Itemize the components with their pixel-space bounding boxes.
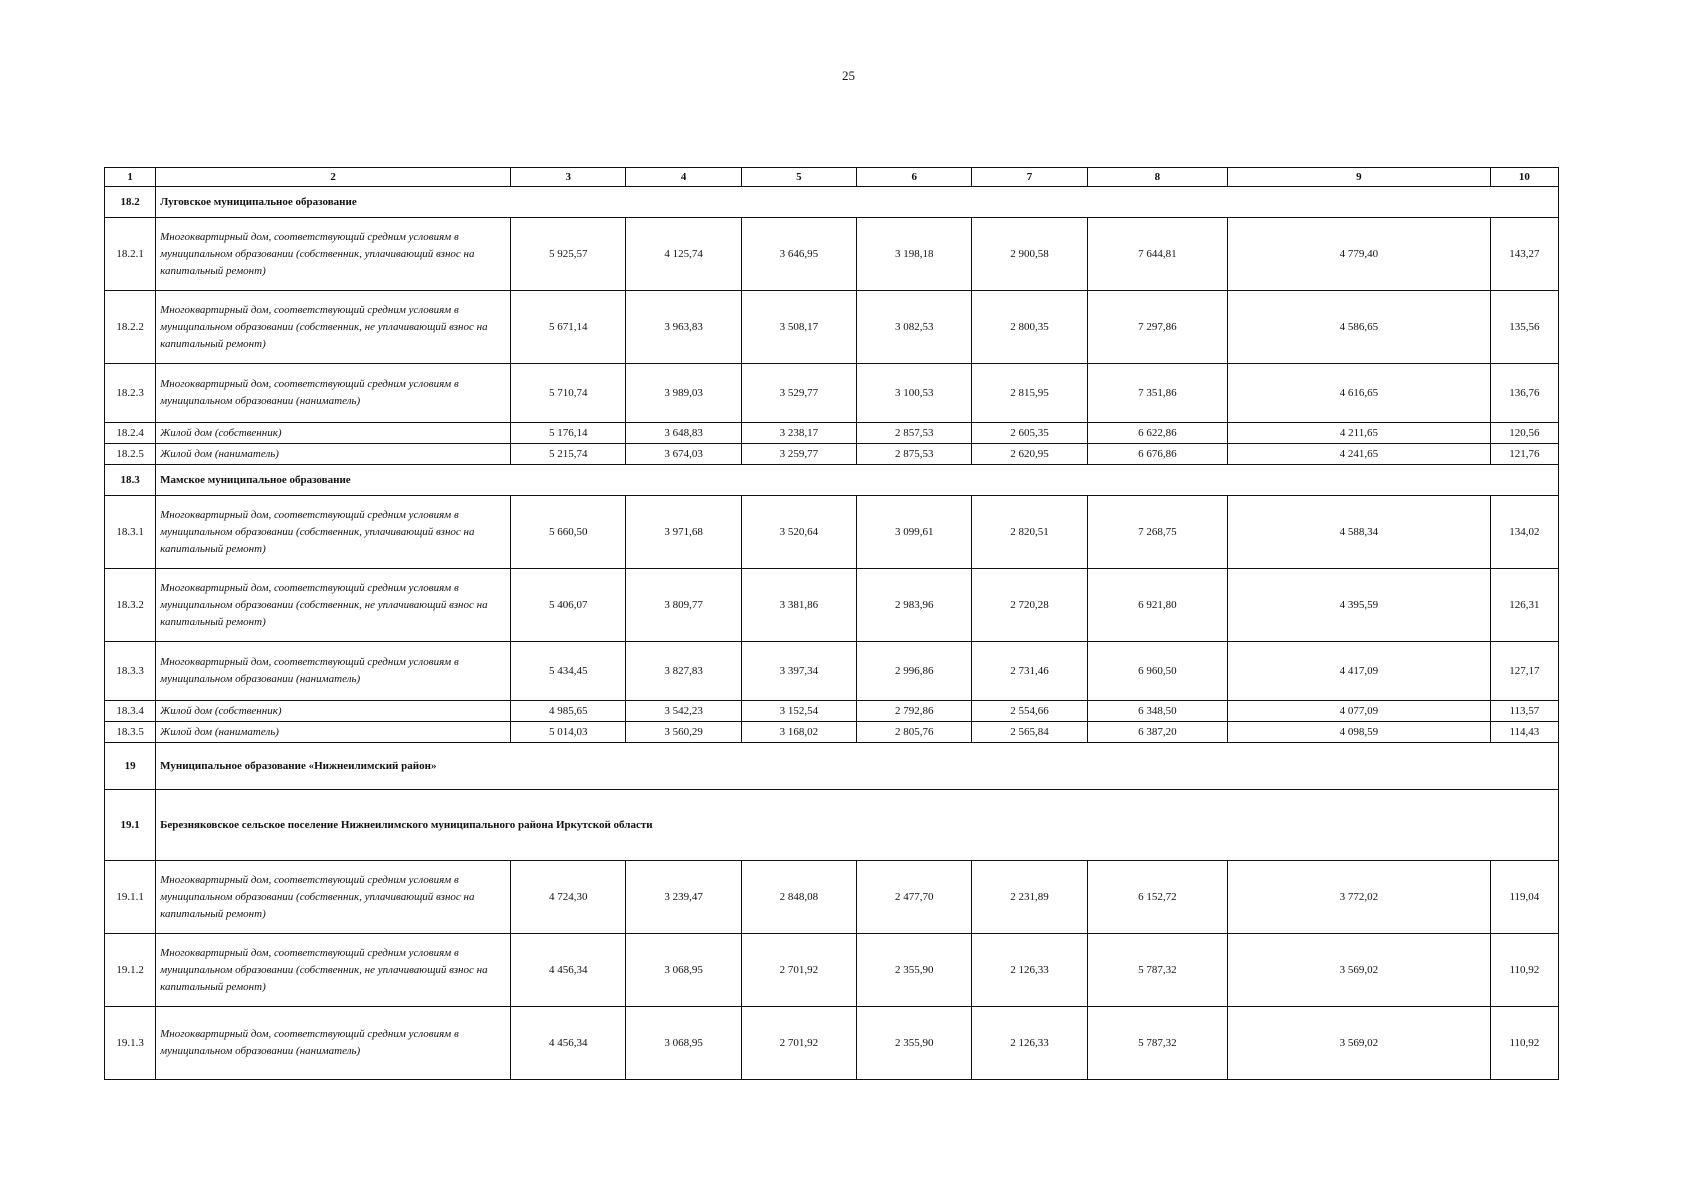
section-title: Луговское муниципальное образование: [156, 187, 1559, 218]
column-number: 8: [1087, 168, 1227, 187]
value-cell: 2 875,53: [857, 444, 972, 465]
value-cell: 3 397,34: [741, 642, 856, 701]
table-row: [105, 934, 1559, 1007]
value-cell: 143,27: [1490, 218, 1558, 291]
value-cell: 6 348,50: [1087, 701, 1227, 722]
value-cell: 136,76: [1490, 364, 1558, 423]
value-cell: 121,76: [1490, 444, 1558, 465]
row-number: 18.2.3: [105, 364, 156, 423]
value-cell: 6 622,86: [1087, 423, 1227, 444]
value-cell: 113,57: [1490, 701, 1558, 722]
column-number: 1: [105, 168, 156, 187]
value-cell: 3 560,29: [626, 722, 741, 743]
value-cell: 4 456,34: [511, 934, 626, 1007]
table-row: [105, 218, 1559, 291]
value-cell: 6 960,50: [1087, 642, 1227, 701]
value-cell: 134,02: [1490, 496, 1558, 569]
table-row: [105, 642, 1559, 701]
value-cell: 4 417,09: [1228, 642, 1491, 701]
value-cell: 3 809,77: [626, 569, 741, 642]
value-cell: 3 520,64: [741, 496, 856, 569]
value-cell: 2 996,86: [857, 642, 972, 701]
value-cell: 3 827,83: [626, 642, 741, 701]
value-cell: 2 720,28: [972, 569, 1087, 642]
value-cell: 7 297,86: [1087, 291, 1227, 364]
section-number: 19.1: [105, 790, 156, 861]
section-number: 18.3: [105, 465, 156, 496]
section-row: [105, 187, 1559, 218]
value-cell: 114,43: [1490, 722, 1558, 743]
section-row: [105, 743, 1559, 790]
value-cell: 2 355,90: [857, 934, 972, 1007]
value-cell: 4 456,34: [511, 1007, 626, 1080]
value-cell: 2 565,84: [972, 722, 1087, 743]
housing-type-description: Многоквартирный дом, соответствующий средним условиям в муниципальном образовании (собственник, уплачивающий взнос на капитальный ремонт): [156, 861, 511, 934]
value-cell: 5 710,74: [511, 364, 626, 423]
value-cell: 4 098,59: [1228, 722, 1491, 743]
section-title: Мамское муниципальное образование: [156, 465, 1559, 496]
housing-type-description: Жилой дом (собственник): [156, 701, 511, 722]
housing-type-description: Многоквартирный дом, соответствующий средним условиям в муниципальном образовании (наниматель): [156, 1007, 511, 1080]
value-cell: 2 126,33: [972, 934, 1087, 1007]
value-cell: 3 674,03: [626, 444, 741, 465]
value-cell: 2 554,66: [972, 701, 1087, 722]
row-number: 18.3.2: [105, 569, 156, 642]
column-number: 5: [741, 168, 856, 187]
value-cell: 135,56: [1490, 291, 1558, 364]
value-cell: 4 724,30: [511, 861, 626, 934]
value-cell: 3 989,03: [626, 364, 741, 423]
value-cell: 2 477,70: [857, 861, 972, 934]
value-cell: 120,56: [1490, 423, 1558, 444]
housing-type-description: Многоквартирный дом, соответствующий средним условиям в муниципальном образовании (собственник, уплачивающий взнос на капитальный ремонт): [156, 496, 511, 569]
value-cell: 2 701,92: [741, 934, 856, 1007]
value-cell: 2 983,96: [857, 569, 972, 642]
value-cell: 3 068,95: [626, 934, 741, 1007]
value-cell: 3 508,17: [741, 291, 856, 364]
value-cell: 7 351,86: [1087, 364, 1227, 423]
tariff-table: [104, 167, 1559, 1080]
value-cell: 6 387,20: [1087, 722, 1227, 743]
value-cell: 6 676,86: [1087, 444, 1227, 465]
value-cell: 4 211,65: [1228, 423, 1491, 444]
value-cell: 2 126,33: [972, 1007, 1087, 1080]
value-cell: 2 848,08: [741, 861, 856, 934]
value-cell: 3 198,18: [857, 218, 972, 291]
row-number: 18.2.5: [105, 444, 156, 465]
value-cell: 4 241,65: [1228, 444, 1491, 465]
value-cell: 3 648,83: [626, 423, 741, 444]
value-cell: 2 620,95: [972, 444, 1087, 465]
value-cell: 3 168,02: [741, 722, 856, 743]
value-cell: 4 077,09: [1228, 701, 1491, 722]
value-cell: 3 569,02: [1228, 1007, 1491, 1080]
value-cell: 5 925,57: [511, 218, 626, 291]
value-cell: 6 921,80: [1087, 569, 1227, 642]
value-cell: 2 231,89: [972, 861, 1087, 934]
row-number: 19.1.3: [105, 1007, 156, 1080]
value-cell: 4 985,65: [511, 701, 626, 722]
value-cell: 3 529,77: [741, 364, 856, 423]
value-cell: 2 701,92: [741, 1007, 856, 1080]
value-cell: 4 616,65: [1228, 364, 1491, 423]
value-cell: 110,92: [1490, 934, 1558, 1007]
value-cell: 7 644,81: [1087, 218, 1227, 291]
section-title: Березняковское сельское поселение Нижнеилимского муниципального района Иркутской области: [156, 790, 1559, 861]
value-cell: 3 772,02: [1228, 861, 1491, 934]
value-cell: 3 646,95: [741, 218, 856, 291]
value-cell: 3 259,77: [741, 444, 856, 465]
value-cell: 2 815,95: [972, 364, 1087, 423]
value-cell: 2 900,58: [972, 218, 1087, 291]
column-number-row: [105, 168, 1559, 187]
value-cell: 126,31: [1490, 569, 1558, 642]
section-row: [105, 790, 1559, 861]
section-number: 18.2: [105, 187, 156, 218]
row-number: 18.2.1: [105, 218, 156, 291]
value-cell: 2 820,51: [972, 496, 1087, 569]
value-cell: 3 068,95: [626, 1007, 741, 1080]
value-cell: 3 100,53: [857, 364, 972, 423]
table-body: [105, 168, 1559, 1080]
table-row: [105, 496, 1559, 569]
table-row: [105, 861, 1559, 934]
value-cell: 5 014,03: [511, 722, 626, 743]
value-cell: 3 239,47: [626, 861, 741, 934]
value-cell: 3 082,53: [857, 291, 972, 364]
value-cell: 3 569,02: [1228, 934, 1491, 1007]
value-cell: 5 215,74: [511, 444, 626, 465]
value-cell: 4 395,59: [1228, 569, 1491, 642]
section-number: 19: [105, 743, 156, 790]
value-cell: 4 779,40: [1228, 218, 1491, 291]
value-cell: 2 731,46: [972, 642, 1087, 701]
table-row: [105, 701, 1559, 722]
value-cell: 4 125,74: [626, 218, 741, 291]
column-number: 9: [1228, 168, 1491, 187]
housing-type-description: Жилой дом (наниматель): [156, 444, 511, 465]
value-cell: 127,17: [1490, 642, 1558, 701]
housing-type-description: Многоквартирный дом, соответствующий средним условиям в муниципальном образовании (наниматель): [156, 642, 511, 701]
value-cell: 5 176,14: [511, 423, 626, 444]
table-row: [105, 364, 1559, 423]
row-number: 18.2.4: [105, 423, 156, 444]
value-cell: 4 588,34: [1228, 496, 1491, 569]
value-cell: 2 605,35: [972, 423, 1087, 444]
value-cell: 3 238,17: [741, 423, 856, 444]
housing-type-description: Многоквартирный дом, соответствующий средним условиям в муниципальном образовании (собственник, не уплачивающий взнос на капитальный ремонт): [156, 934, 511, 1007]
value-cell: 3 381,86: [741, 569, 856, 642]
value-cell: 5 434,45: [511, 642, 626, 701]
housing-type-description: Многоквартирный дом, соответствующий средним условиям в муниципальном образовании (наниматель): [156, 364, 511, 423]
value-cell: 110,92: [1490, 1007, 1558, 1080]
row-number: 18.2.2: [105, 291, 156, 364]
table-row: [105, 444, 1559, 465]
row-number: 18.3.4: [105, 701, 156, 722]
value-cell: 2 355,90: [857, 1007, 972, 1080]
value-cell: 3 971,68: [626, 496, 741, 569]
value-cell: 2 792,86: [857, 701, 972, 722]
value-cell: 5 787,32: [1087, 1007, 1227, 1080]
value-cell: 5 671,14: [511, 291, 626, 364]
table-row: [105, 722, 1559, 743]
table-row: [105, 569, 1559, 642]
housing-type-description: Многоквартирный дом, соответствующий средним условиям в муниципальном образовании (собственник, уплачивающий взнос на капитальный ремонт): [156, 218, 511, 291]
value-cell: 2 857,53: [857, 423, 972, 444]
value-cell: 7 268,75: [1087, 496, 1227, 569]
row-number: 19.1.1: [105, 861, 156, 934]
value-cell: 3 542,23: [626, 701, 741, 722]
column-number: 7: [972, 168, 1087, 187]
table-row: [105, 1007, 1559, 1080]
value-cell: 5 406,07: [511, 569, 626, 642]
page-number: 25: [842, 68, 855, 83]
housing-type-description: Жилой дом (наниматель): [156, 722, 511, 743]
row-number: 19.1.2: [105, 934, 156, 1007]
column-number: 2: [156, 168, 511, 187]
row-number: 18.3.5: [105, 722, 156, 743]
column-number: 10: [1490, 168, 1558, 187]
value-cell: 3 963,83: [626, 291, 741, 364]
value-cell: 2 805,76: [857, 722, 972, 743]
row-number: 18.3.1: [105, 496, 156, 569]
housing-type-description: Многоквартирный дом, соответствующий средним условиям в муниципальном образовании (собственник, не уплачивающий взнос на капитальный ремонт): [156, 291, 511, 364]
table-row: [105, 291, 1559, 364]
housing-type-description: Многоквартирный дом, соответствующий средним условиям в муниципальном образовании (собственник, не уплачивающий взнос на капитальный ремонт): [156, 569, 511, 642]
value-cell: 5 787,32: [1087, 934, 1227, 1007]
section-row: [105, 465, 1559, 496]
value-cell: 4 586,65: [1228, 291, 1491, 364]
value-cell: 3 099,61: [857, 496, 972, 569]
column-number: 4: [626, 168, 741, 187]
value-cell: 2 800,35: [972, 291, 1087, 364]
value-cell: 6 152,72: [1087, 861, 1227, 934]
column-number: 6: [857, 168, 972, 187]
table-row: [105, 423, 1559, 444]
value-cell: 119,04: [1490, 861, 1558, 934]
section-title: Муниципальное образование «Нижнеилимский район»: [156, 743, 1559, 790]
value-cell: 5 660,50: [511, 496, 626, 569]
value-cell: 3 152,54: [741, 701, 856, 722]
column-number: 3: [511, 168, 626, 187]
row-number: 18.3.3: [105, 642, 156, 701]
housing-type-description: Жилой дом (собственник): [156, 423, 511, 444]
